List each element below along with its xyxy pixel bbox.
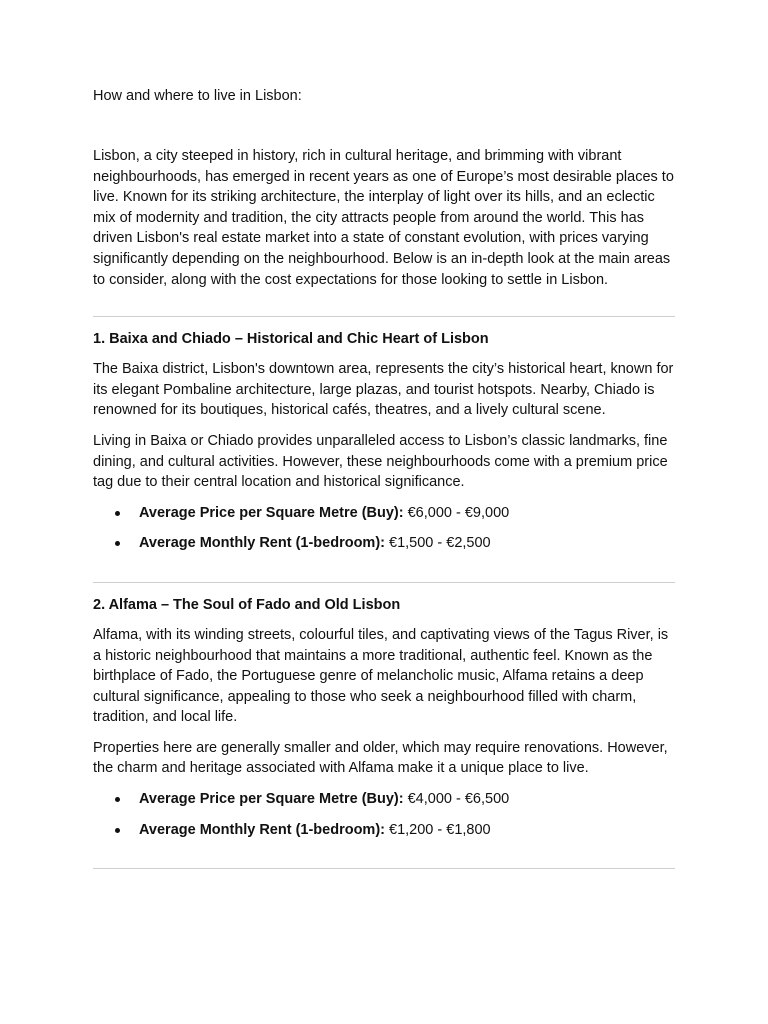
price-value: €1,500 - €2,500: [384, 535, 491, 552]
bullet-icon: [115, 797, 120, 802]
section-paragraph: Properties here are generally smaller and older, which may require renovations. However, the charm and heritage associated with Alfama make it a unique place to live.: [93, 739, 668, 777]
section-heading: 1. Baixa and Chiado – Historical and Chic Heart of Lisbon: [93, 331, 489, 348]
price-value: €6,000 - €9,000: [403, 504, 510, 521]
section-alfama: [93, 595, 675, 840]
price-label: Average Price per Square Metre (Buy):: [139, 791, 404, 808]
bullet-icon: [115, 511, 120, 516]
section-paragraph: The Baixa district, Lisbon's downtown area, represents the city’s historical heart, known for its elegant Pombaline architecture, large plazas, and tourist hotspots. Nearby, Chiado is renowned for its boutiques, historical cafés, theatres, and a lively cultural scene.: [93, 361, 674, 419]
section-divider: [93, 868, 675, 869]
document-title: How and where to live in Lisbon:: [93, 88, 302, 104]
price-item-rent: [93, 820, 675, 841]
price-item-rent: [93, 533, 675, 554]
section-paragraph: Alfama, with its winding streets, colourful tiles, and captivating views of the Tagus River, is a historic neighbourhood that maintains a more traditional, authentic feel. Known as the birthplace of Fado, the Portuguese genre of melancholic music, Alfama retains a deep cultural significance, appealing to those who seek a neighbourhood filled with charm, tradition, and local life.: [93, 626, 669, 726]
bullet-icon: [115, 541, 120, 546]
section-divider: [93, 582, 675, 583]
price-item-buy: [93, 503, 675, 524]
price-list: [93, 789, 675, 840]
section-baixa-chiado: [93, 329, 675, 554]
price-label: Average Monthly Rent (1-bedroom):: [139, 821, 385, 838]
price-label: Average Monthly Rent (1-bedroom):: [139, 535, 385, 552]
intro-paragraph: Lisbon, a city steeped in history, rich in cultural heritage, and brimming with vibrant neighbourhoods, has emerged in recent years as one of Europe’s most desirable places to live. Known for its striking architecture, the interplay of light over its hills, and an eclectic mix of modernity and tradition, the city attracts people from around the world. This has driven Lisbon's real estate market into a state of constant evolution, with prices varying significantly depending on the neighbourhood. Below is an in-depth look at the main areas to consider, along with the cost expectations for those looking to settle in Lisbon.: [93, 148, 674, 288]
price-item-buy: [93, 789, 675, 810]
price-value: €1,200 - €1,800: [384, 821, 491, 838]
price-value: €4,000 - €6,500: [403, 791, 510, 808]
price-label: Average Price per Square Metre (Buy):: [139, 504, 404, 521]
bullet-icon: [115, 828, 120, 833]
section-heading: 2. Alfama – The Soul of Fado and Old Lisbon: [93, 596, 401, 613]
price-list: [93, 503, 675, 554]
section-paragraph: Living in Baixa or Chiado provides unparalleled access to Lisbon’s classic landmarks, fine dining, and cultural activities. However, these neighbourhoods come with a premium price tag due to their central location and historical significance.: [93, 432, 668, 491]
section-divider: [93, 316, 675, 317]
